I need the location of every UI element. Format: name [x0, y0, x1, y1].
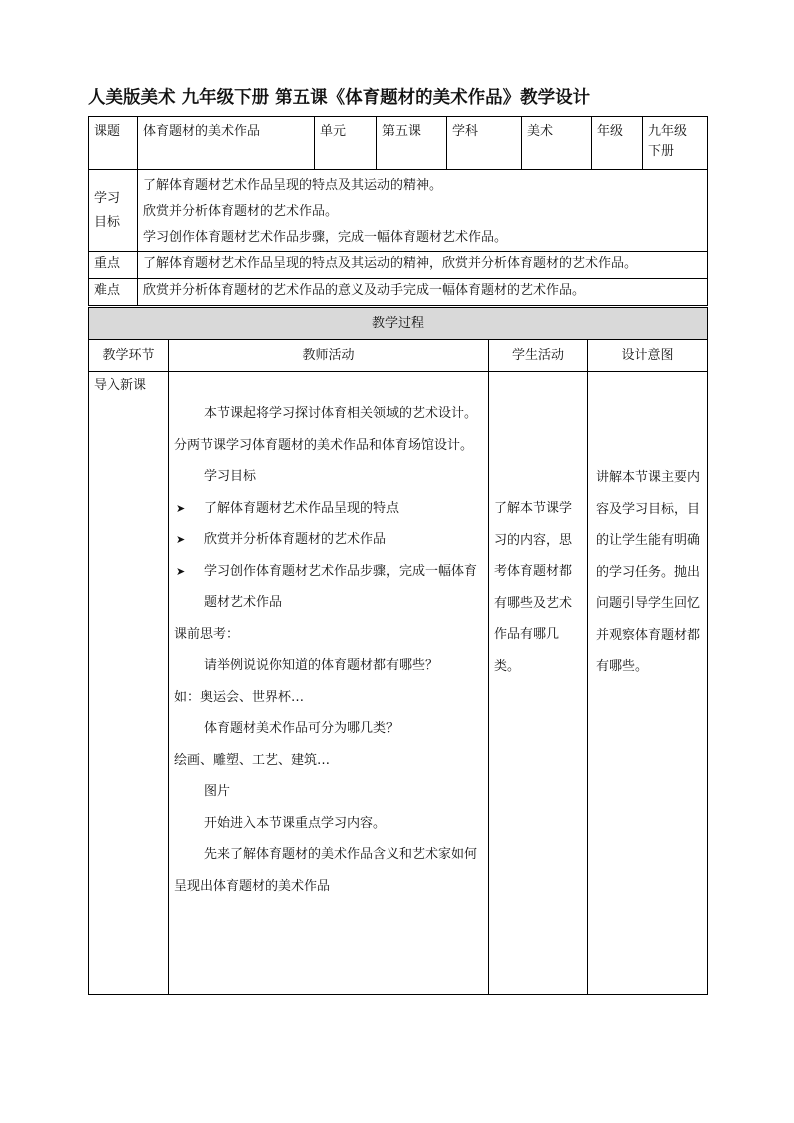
design-intent-text: 讲解本节课主要内容及学习目标，目的让学生能有明确的学习任务。抛出问题引导学生回忆并观察体育题材都有哪些。: [596, 470, 701, 674]
arrow-bullet-icon: ➤: [176, 533, 186, 546]
key-point-value: 了解体育题材艺术作品呈现的特点及其运动的精神，欣赏并分析体育题材的艺术作品。: [138, 252, 708, 279]
grade-label: 年级: [592, 117, 643, 170]
process-header: 教学过程: [89, 308, 708, 340]
question-1: 请举例说说你知道的体育题材都有哪些？: [204, 658, 439, 673]
col-stage-header: 教学环节: [89, 340, 169, 372]
col-teacher-header: 教师活动: [169, 340, 489, 372]
goal-item: ➤ 了解体育题材艺术作品呈现的特点: [174, 493, 483, 525]
goal-item: ➤ 欣赏并分析体育题材的艺术作品: [174, 524, 483, 556]
grade-value: 九年级下册: [643, 117, 708, 170]
question-2: 体育题材美术作品可分为哪几类？: [204, 721, 400, 736]
picture-label: 图片: [204, 784, 231, 799]
arrow-bullet-icon: ➤: [176, 564, 186, 578]
subject-label: 学科: [447, 117, 522, 170]
objectives-cell: [138, 170, 708, 252]
document-title: 人美版美术 九年级下册 第五课《体育题材的美术作品》教学设计: [88, 88, 591, 108]
answer-2: 绘画、雕塑、工艺、建筑…: [174, 752, 331, 768]
objective-line: 欣赏并分析体育题材的艺术作品。: [143, 204, 339, 219]
goals-heading: 学习目标: [204, 469, 257, 484]
key-point-label: 重点: [89, 252, 138, 279]
unit-value: 第五课: [377, 117, 447, 170]
subject-value: 美术: [522, 117, 592, 170]
difficulty-label: 难点: [89, 279, 138, 306]
student-activity-text: 了解本节课学习的内容，思考体育题材都有哪些及艺术作品有哪几类。: [494, 501, 573, 674]
teacher-intro: 本节课起将学习探讨体育相关领域的艺术设计。分两节课学习体育题材的美术作品和体育场馆设计。: [174, 406, 478, 453]
start-text: 开始进入本节课重点学习内容。: [204, 815, 387, 831]
teacher-activity-cell: [169, 372, 489, 995]
stage-cell: 导入新课: [89, 372, 169, 995]
col-student-header: 学生活动: [489, 340, 588, 372]
unit-label: 单元: [315, 117, 377, 170]
topic-label: 课题: [89, 117, 138, 170]
lesson-info-table: [88, 116, 708, 306]
answer-1: 如：奥运会、世界杯…: [174, 689, 305, 705]
topic-value: 体育题材的美术作品: [138, 117, 315, 170]
objectives-label: 学习目标: [89, 170, 138, 252]
first-text: 先来了解体育题材的美术作品含义和艺术家如何呈现出体育题材的美术作品: [174, 847, 478, 894]
arrow-bullet-icon: ➤: [176, 501, 186, 515]
design-intent-cell: [588, 372, 708, 995]
objective-line: 了解体育题材艺术作品呈现的特点及其运动的精神。: [143, 178, 443, 193]
goal-item: ➤ 学习创作体育题材艺术作品步骤，完成一幅体育题材艺术作品: [174, 556, 483, 619]
student-activity-cell: [489, 372, 588, 995]
prethink-label: 课前思考：: [174, 626, 240, 642]
difficulty-value: 欣赏并分析体育题材的艺术作品的意义及动手完成一幅体育题材的艺术作品。: [138, 279, 708, 306]
objective-line: 学习创作体育题材艺术作品步骤，完成一幅体育题材艺术作品。: [143, 230, 508, 245]
col-intent-header: 设计意图: [588, 340, 708, 372]
teaching-process-table: [88, 307, 708, 995]
